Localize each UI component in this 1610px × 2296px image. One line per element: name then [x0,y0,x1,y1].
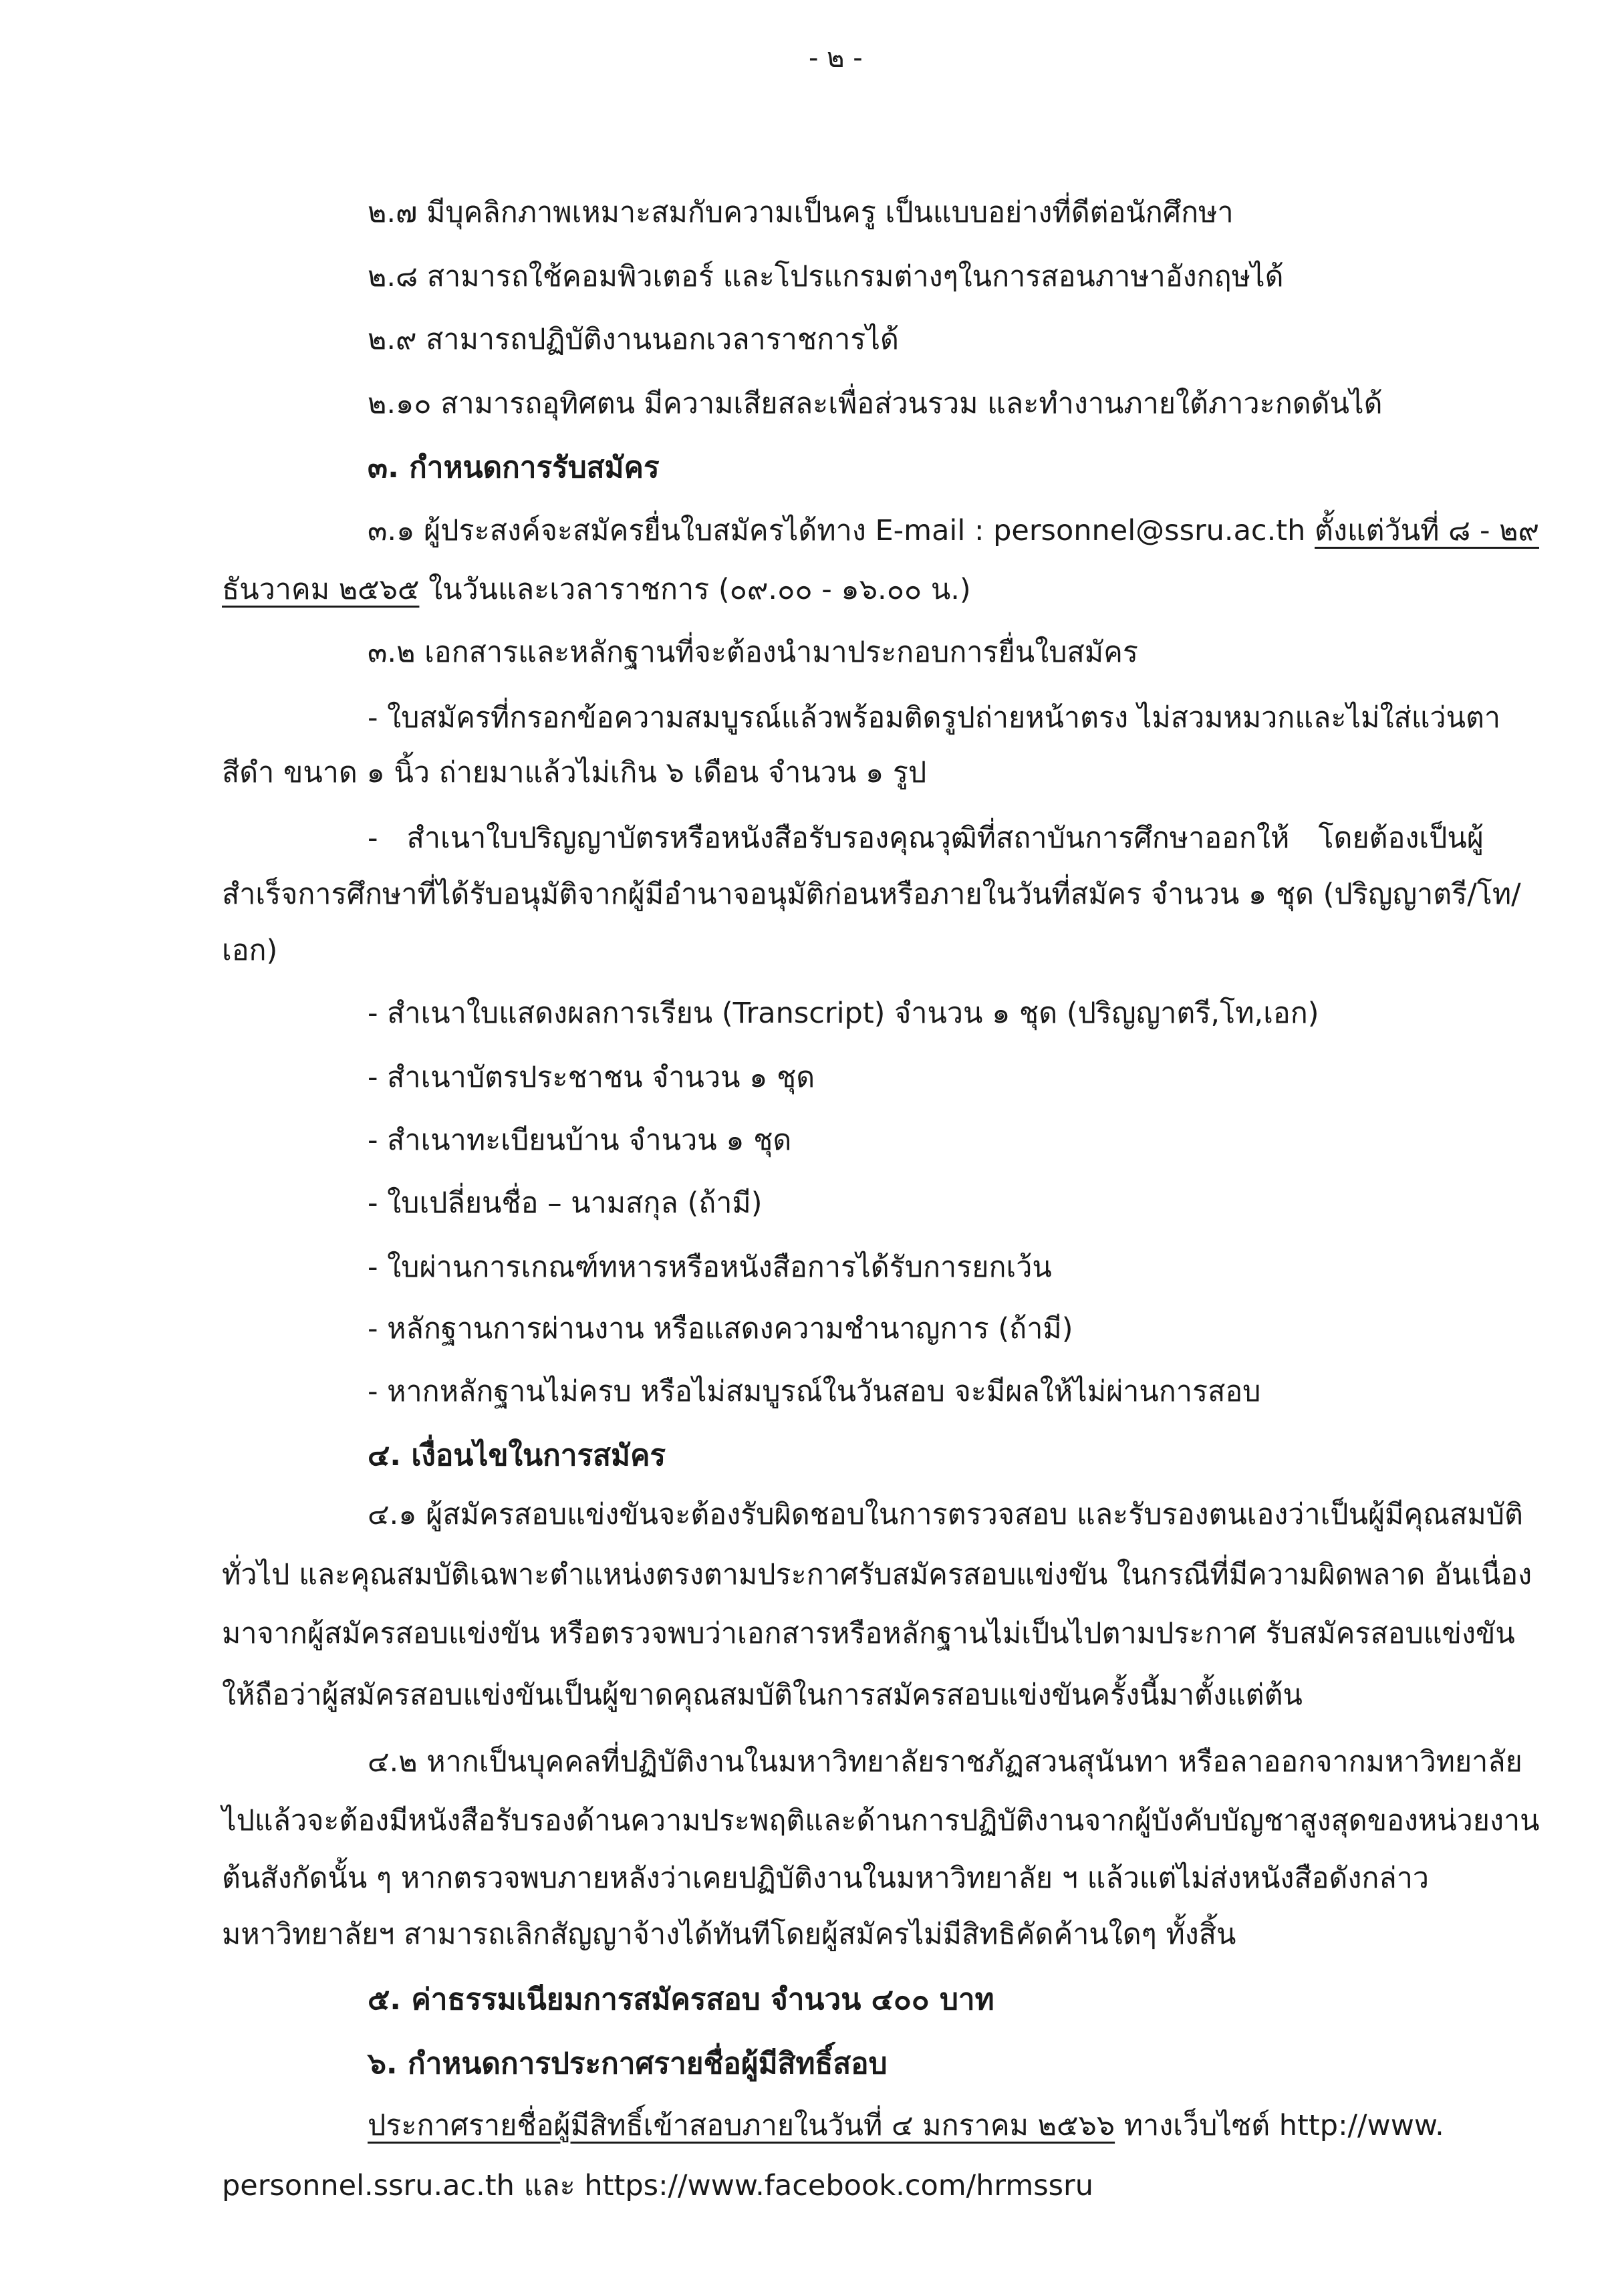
item-3-1-text: ๓.๑ ผู้ประสงค์จะสมัครยื่นใบสมัครได้ทาง E-mail : personnel@ssru.ac.th [368,514,1315,547]
item-2-8: ๒.๘ สามารถใช้คอมพิวเตอร์ และโปรแกรมต่างๆในการสอนภาษาอังกฤษได้ [368,260,1284,293]
item-4-2-line4: มหาวิทยาลัยฯ สามารถเลิกสัญญาจ้างได้ทันทีโดยผู้สมัครไม่มีสิทธิคัดค้านใดๆ ทั้งสิ้น [222,1918,1236,1951]
section-4-heading: ๔. เงื่อนไขในการสมัคร [368,1438,666,1473]
item-6-announce-date: ประกาศรายชื่อผู้มีสิทธิ์เข้าสอบภายในวันที่ ๔ มกราคม ๒๕๖๖ [368,2109,1115,2142]
item-3-1-date-start: ตั้งแต่วันที่ ๘ - ๒๙ [1315,514,1540,547]
item-4-2-line2: ไปแล้วจะต้องมีหนังสือรับรองด้านความประพฤติและด้านการปฏิบัติงานจากผู้บังคับบัญชาสูงสุดของหน่วยงาน [222,1804,1540,1837]
doc-house-registration: - สำเนาทะเบียนบ้าน จำนวน ๑ ชุด [368,1124,792,1157]
item-6-website-prefix: ทางเว็บไซต์ http://www. [1115,2109,1444,2142]
item-3-2: ๓.๒ เอกสารและหลักฐานที่จะต้องนำมาประกอบการยื่นใบสมัคร [368,636,1138,669]
item-2-7: ๒.๗ มีบุคลิกภาพเหมาะสมกับความเป็นครู เป็นแบบอย่างที่ดีต่อนักศึกษา [368,196,1234,229]
doc-name-change: - ใบเปลี่ยนชื่อ – นามสกุล (ถ้ามี) [368,1186,763,1220]
section-6-heading: ๖. กำหนดการประกาศรายชื่อผู้มีสิทธิ์สอบ [368,2047,888,2081]
doc-id-card: - สำเนาบัตรประชาชน จำนวน ๑ ชุด [368,1061,815,1094]
item-4-1-line4: ให้ถือว่าผู้สมัครสอบแข่งขันเป็นผู้ขาดคุณสมบัติในการสมัครสอบแข่งขันครั้งนี้มาตั้งแต่ต้น [222,1678,1303,1712]
item-3-1-line2 [222,572,971,608]
item-6-line2: personnel.ssru.ac.th และ https://www.facebook.com/hrmssru [222,2169,1093,2202]
item-2-10: ๒.๑๐ สามารถอุทิศตน มีความเสียสละเพื่อส่วนรวม และทำงานภายใต้ภาวะกดดันได้ [368,387,1383,420]
page-number: - ๒ - [809,43,863,74]
item-4-1-line2: ทั่วไป และคุณสมบัติเฉพาะตำแหน่งตรงตามประกาศรับสมัครสอบแข่งขัน ในกรณีที่มีความผิดพลาด อันเนื่อง [222,1558,1532,1591]
doc-degree-line1: - สำเนาใบปริญญาบัตรหรือหนังสือรับรองคุณวุฒิที่สถาบันการศึกษาออกให้ โดยต้องเป็นผู้ [368,821,1484,855]
doc-military: - ใบผ่านการเกณฑ์ทหารหรือหนังสือการได้รับการยกเว้น [368,1251,1052,1284]
section-3-heading: ๓. กำหนดการรับสมัคร [368,451,660,485]
item-3-1-date-end: ธันวาคม ๒๕๖๕ [222,573,420,606]
item-2-9: ๒.๙ สามารถปฏิบัติงานนอกเวลาราชการได้ [368,323,899,356]
item-4-1-line3: มาจากผู้สมัครสอบแข่งขัน หรือตรวจพบว่าเอกสารหรือหลักฐานไม่เป็นไปตามประกาศ รับสมัครสอบแข่งขัน [222,1617,1515,1650]
item-3-1-line1 [368,513,1539,549]
item-4-1-line1: ๔.๑ ผู้สมัครสอบแข่งขันจะต้องรับผิดชอบในการตรวจสอบ และรับรองตนเองว่าเป็นผู้มีคุณสมบัติ [368,1498,1523,1531]
section-5-heading: ๕. ค่าธรรมเนียมการสมัครสอบ จำนวน ๔๐๐ บาท [368,1983,994,2017]
item-4-2-line1: ๔.๒ หากเป็นบุคคลที่ปฏิบัติงานในมหาวิทยาลัยราชภัฏสวนสุนันทา หรือลาออกจากมหาวิทยาลัย [368,1745,1522,1779]
item-3-1-hours: ในวันและเวลาราชการ (๐๙.๐๐ - ๑๖.๐๐ น.) [419,573,971,606]
doc-degree-line2: สำเร็จการศึกษาที่ได้รับอนุมัติจากผู้มีอำนาจอนุมัติก่อนหรือภายในวันที่สมัคร จำนวน ๑ ชุด (ปริญญาตรี/โท/ [222,878,1521,911]
doc-transcript: - สำเนาใบแสดงผลการเรียน (Transcript) จำนวน ๑ ชุด (ปริญญาตรี,โท,เอก) [368,997,1319,1030]
doc-incomplete-note: - หากหลักฐานไม่ครบ หรือไม่สมบูรณ์ในวันสอบ จะมีผลให้ไม่ผ่านการสอบ [368,1375,1261,1408]
doc-application-line2: สีดำ ขนาด ๑ นิ้ว ถ่ายมาแล้วไม่เกิน ๖ เดือน จำนวน ๑ รูป [222,756,927,789]
doc-work-evidence: - หลักฐานการผ่านงาน หรือแสดงความชำนาญการ (ถ้ามี) [368,1312,1073,1346]
item-6-line1 [368,2108,1444,2144]
doc-application-line1: - ใบสมัครที่กรอกข้อความสมบูรณ์แล้วพร้อมติดรูปถ่ายหน้าตรง ไม่สวมหมวกและไม่ใส่แว่นตา [368,701,1501,735]
doc-degree-line3: เอก) [222,934,278,967]
item-4-2-line3: ต้นสังกัดนั้น ๆ หากตรวจพบภายหลังว่าเคยปฏิบัติงานในมหาวิทยาลัย ฯ แล้วแต่ไม่ส่งหนังสือดังกล่าว [222,1862,1430,1895]
